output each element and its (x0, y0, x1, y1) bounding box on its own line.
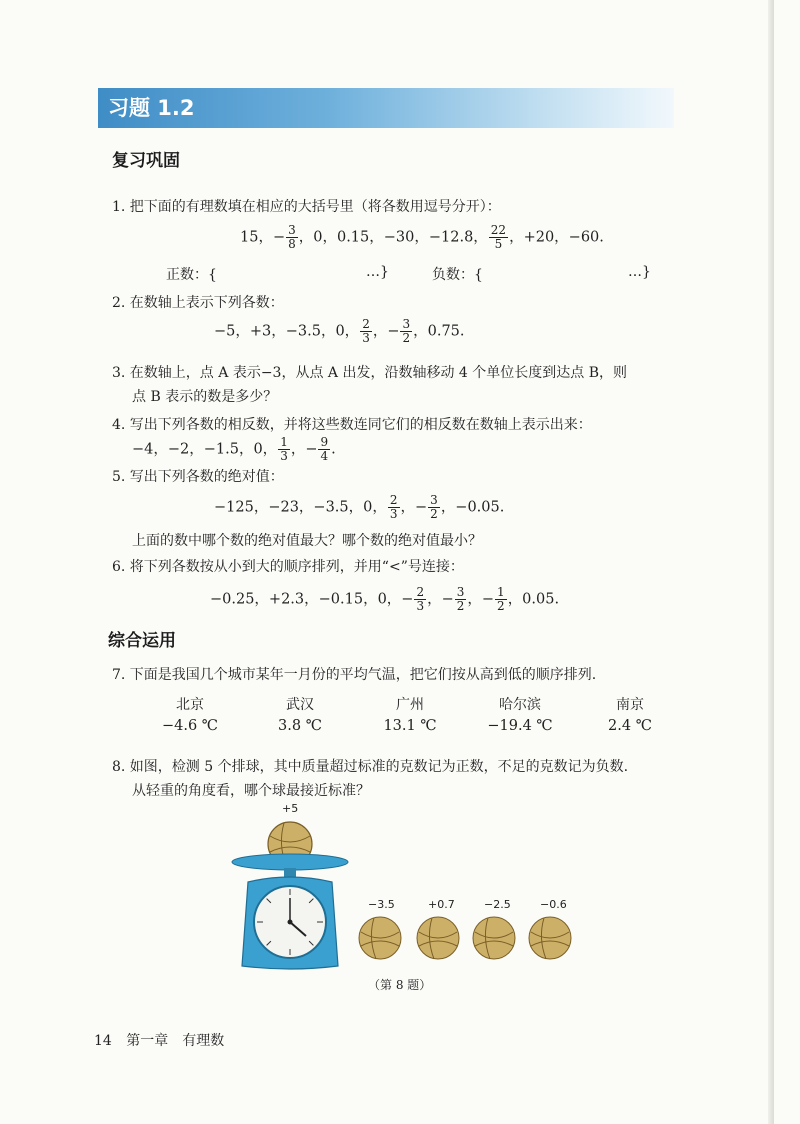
frac-num: 2 (389, 493, 398, 507)
city-temperature: −19.4 ℃ (487, 718, 553, 734)
city-temperature: 13.1 ℃ (383, 718, 437, 734)
q3-line-1: 3. 在数轴上，点 A 表示−3，从点 A 出发，沿数轴移动 4 个单位长度到达点 B，则 (112, 365, 628, 381)
section-apply: 综合运用 (108, 631, 176, 651)
q1-frac-2 (489, 224, 508, 251)
q5-numbers (214, 494, 504, 521)
page-footer (94, 1030, 224, 1050)
q4-frac-2 (318, 436, 330, 463)
frac-num: 1 (280, 435, 288, 449)
section-review: 复习巩固 (112, 151, 180, 171)
frac-den: 2 (456, 599, 465, 613)
frac-den: 3 (389, 507, 398, 521)
volleyball (417, 917, 459, 959)
frac-den: 4 (320, 449, 329, 463)
frac-den: 5 (494, 237, 503, 251)
frac-den: 3 (280, 449, 288, 463)
q6-numbers (210, 586, 559, 613)
frac-den: 3 (416, 599, 425, 613)
ball-label: −0.6 (540, 898, 567, 911)
figure-caption: （第 8 题） (368, 978, 432, 992)
frac-num: 3 (402, 317, 411, 331)
q2-sep: ，− (372, 323, 400, 340)
frac-num: 22 (490, 223, 507, 237)
q5-nums-a: −125，−23，−3.5，0， (214, 499, 387, 516)
frac-den: 2 (497, 599, 505, 613)
volleyball (473, 917, 515, 959)
q6-frac-3 (495, 586, 507, 613)
q7-text: 7. 下面是我国几个城市某年一月份的平均气温，把它们按从高到低的顺序排列. (112, 667, 597, 683)
frac-num: 3 (430, 493, 438, 507)
frac-den: 2 (402, 331, 411, 345)
page-number: 14 (94, 1033, 112, 1049)
city-temperature: −4.6 ℃ (161, 718, 219, 734)
q3-line-2: 点 B 表示的数是多少？ (132, 389, 278, 405)
page-edge (768, 0, 774, 1124)
q6-sep-2: ，− (467, 591, 495, 608)
q2-nums-b: ，0.75. (413, 323, 465, 340)
city-temperature: 2.4 ℃ (608, 718, 652, 734)
q1-positive-label: 正数：{ (166, 267, 217, 283)
scale-illustration (226, 812, 358, 974)
frac-den: 3 (362, 331, 370, 345)
city-name: 广州 (396, 697, 424, 713)
ball-label: +0.7 (428, 898, 455, 911)
q1-negative-label: 负数：{ (432, 267, 483, 283)
city-name: 哈尔滨 (499, 697, 541, 713)
frac-num: 3 (288, 223, 296, 237)
scale-label: +5 (282, 802, 299, 815)
q8-line-1: 8. 如图，检测 5 个排球，其中质量超过标准的克数记为正数，不足的克数记为负数. (112, 759, 629, 775)
q1-negative-end: …} (628, 264, 651, 280)
q1-nums-b: ，0，0.15，−30，−12.8， (298, 229, 488, 246)
q2-frac-1 (360, 318, 372, 345)
q6-text: 6. 将下列各数按从小到大的顺序排列，并用“<”号连接： (112, 559, 464, 575)
volleyball (359, 917, 401, 959)
q1-sign: − (272, 229, 286, 246)
q5-question: 上面的数中哪个数的绝对值最大？哪个数的绝对值最小？ (132, 533, 482, 549)
q5-nums-b: ，−0.05. (440, 499, 505, 516)
volleyball (529, 917, 571, 959)
q1-numbers (240, 224, 604, 251)
q2-text: 2. 在数轴上表示下列各数： (112, 295, 284, 311)
q4-frac-1 (278, 436, 290, 463)
q4-nums-a: −4，−2，−1.5，0， (132, 441, 278, 458)
exercise-banner (98, 88, 674, 128)
q4-numbers (132, 436, 336, 463)
q2-nums-a: −5，+3，−3.5，0， (214, 323, 360, 340)
frac-num: 2 (416, 585, 425, 599)
q1-nums-a: 15， (240, 229, 273, 246)
exercise-title: 习题 1.2 (108, 96, 195, 120)
q2-frac-2 (400, 318, 412, 345)
frac-den: 8 (288, 237, 296, 251)
q6-frac-2 (455, 586, 467, 613)
q4-end: . (331, 441, 336, 458)
q5-frac-1 (388, 494, 400, 521)
city-name: 南京 (616, 697, 644, 713)
chapter-title: 第一章 有理数 (126, 1033, 225, 1049)
q6-sep-1: ，− (427, 591, 454, 608)
q5-text: 5. 写出下列各数的绝对值： (112, 469, 284, 485)
q8-line-2: 从轻重的角度看，哪个球最接近标准？ (132, 783, 370, 799)
q5-frac-2 (428, 494, 440, 521)
frac-num: 2 (362, 317, 370, 331)
q1-positive-end: …} (366, 264, 389, 280)
q5-sep: ，− (400, 499, 428, 516)
q6-nums-b: ，0.05. (507, 591, 560, 608)
q4-sep: ，− (290, 441, 318, 458)
q1-frac-1 (286, 224, 298, 251)
q6-frac-1 (414, 586, 426, 613)
frac-num: 1 (497, 585, 505, 599)
ball-label: −2.5 (484, 898, 511, 911)
city-temperature: 3.8 ℃ (278, 718, 322, 734)
ball-label: −3.5 (368, 898, 395, 911)
q1-nums-c: ，+20，−60. (509, 229, 604, 246)
q4-text: 4. 写出下列各数的相反数，并将这些数连同它们的相反数在数轴上表示出来： (112, 417, 592, 433)
city-name: 北京 (176, 697, 204, 713)
frac-den: 2 (430, 507, 438, 521)
volleyball-row (354, 914, 578, 964)
q2-numbers (214, 318, 465, 345)
q6-nums-a: −0.25，+2.3，−0.15，0，− (210, 591, 414, 608)
q1-text: 1. 把下面的有理数填在相应的大括号里（将各数用逗号分开）： (112, 199, 501, 215)
city-name: 武汉 (286, 697, 314, 713)
frac-num: 9 (320, 435, 329, 449)
frac-num: 3 (456, 585, 465, 599)
